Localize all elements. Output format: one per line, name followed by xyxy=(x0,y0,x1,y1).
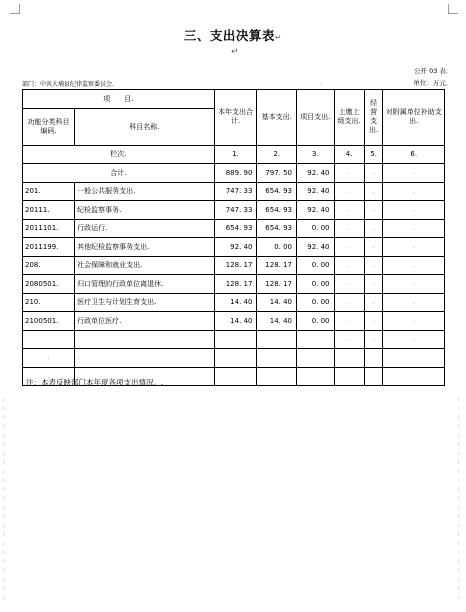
index-cell: 4. xyxy=(334,145,364,164)
row-basic xyxy=(257,330,297,349)
empty-cell: . xyxy=(383,293,445,312)
total-cell: 92. 40 xyxy=(297,164,335,183)
empty-cell xyxy=(214,367,257,386)
total-cell: 889. 90 xyxy=(214,164,257,183)
empty-cell xyxy=(257,349,297,368)
header-basic: 基本支出. xyxy=(257,90,297,146)
empty-cell: . xyxy=(364,293,383,312)
row-code: 201. xyxy=(23,182,75,201)
header-row xyxy=(23,90,445,109)
header-code: 功能分类科目编码. xyxy=(23,108,75,145)
table-row xyxy=(23,256,445,275)
empty-cell xyxy=(334,349,364,368)
table-row xyxy=(23,238,445,257)
empty-cell xyxy=(334,367,364,386)
empty-cell: . xyxy=(334,330,364,349)
empty-cell: . xyxy=(23,367,75,386)
empty-cell: . xyxy=(364,164,383,183)
empty-cell: . xyxy=(334,219,364,238)
row-project: 0. 00 xyxy=(297,312,335,331)
row-project: 92. 40 xyxy=(297,238,335,257)
row-code: 20111. xyxy=(23,201,75,220)
row-total: 747. 33 xyxy=(214,182,257,201)
total-cell: 797. 50 xyxy=(257,164,297,183)
row-name: 医疗卫生与计划生育支出. xyxy=(75,293,215,312)
header-remit: 上缴上级支出. xyxy=(334,90,364,146)
empty-cell xyxy=(257,367,297,386)
cell-mark: . xyxy=(320,79,322,86)
row-name: 其他纪检监察事务支出. xyxy=(75,238,215,257)
empty-cell: . xyxy=(383,182,445,201)
total-row xyxy=(23,164,445,183)
row-project: 0. 00 xyxy=(297,293,335,312)
footnote: 注：本表反映部门本年度各项支出情况。. xyxy=(26,378,164,387)
header-subsidy: 对附属单位补助支出. xyxy=(383,90,445,146)
row-total: 14. 40 xyxy=(214,312,257,331)
row-total xyxy=(214,330,257,349)
table-row xyxy=(23,293,445,312)
empty-cell: . xyxy=(364,219,383,238)
empty-cell xyxy=(383,349,445,368)
row-code: 210. xyxy=(23,293,75,312)
empty-cell: . xyxy=(383,219,445,238)
right-margin-marks: ⁞ ⁞ ⁞ ⁞ ⁞ ⁞ ⁞ ⁞ ⁞ ⁞ ⁞ ⁞ ⁞ ⁞ ⁞ ⁞ ⁞ ⁞ ⁞ ⁞ ⁞ ⁞ ⁞ xyxy=(458,397,460,601)
index-cell: 2. xyxy=(257,145,297,164)
row-total: 747. 33 xyxy=(214,201,257,220)
empty-cell xyxy=(297,349,335,368)
empty-cell: . xyxy=(364,238,383,257)
empty-cell: . xyxy=(334,293,364,312)
index-row xyxy=(23,145,445,164)
left-margin-marks: ⁞ ⁞ ⁞ ⁞ ⁞ ⁞ ⁞ ⁞ ⁞ ⁞ ⁞ ⁞ ⁞ ⁞ ⁞ ⁞ ⁞ ⁞ ⁞ ⁞ ⁞ ⁞ ⁞ xyxy=(3,397,5,601)
row-name: 行政单位医疗. xyxy=(75,312,215,331)
row-name xyxy=(75,330,215,349)
empty-cell: . xyxy=(364,201,383,220)
empty-cell: . xyxy=(364,256,383,275)
empty-cell: . xyxy=(75,367,215,386)
row-total: 128. 17 xyxy=(214,275,257,294)
row-basic: 128. 17 xyxy=(257,256,297,275)
table-row xyxy=(23,219,445,238)
row-name: 纪检监察事务. xyxy=(75,201,215,220)
header-operating: 经营支出. xyxy=(364,90,383,146)
page-title: 三、支出决算表↵ xyxy=(183,28,283,43)
paragraph-mark: ↵ xyxy=(231,47,239,57)
row-basic: 14. 40 xyxy=(257,293,297,312)
table-row xyxy=(23,312,445,331)
row-name: 社会保障和就业支出. xyxy=(75,256,215,275)
empty-cell: . xyxy=(383,312,445,331)
table-row xyxy=(23,182,445,201)
row-basic: 14. 40 xyxy=(257,312,297,331)
empty-cell xyxy=(383,367,445,386)
index-cell: 6. xyxy=(383,145,445,164)
empty-cell: . xyxy=(383,201,445,220)
empty-cell: . xyxy=(383,164,445,183)
empty-cell xyxy=(297,367,335,386)
header-name: 科目名称. xyxy=(75,108,215,145)
empty-cell: . xyxy=(334,312,364,331)
empty-cell: . xyxy=(23,349,75,368)
header-item: 项 目. xyxy=(23,90,215,109)
index-cell: 1. xyxy=(214,145,257,164)
row-total: 14. 40 xyxy=(214,293,257,312)
header-total: 本年支出合计. xyxy=(214,90,257,146)
table-row xyxy=(23,330,445,349)
empty-cell: . xyxy=(334,164,364,183)
index-cell: 3. xyxy=(297,145,335,164)
empty-cell: . xyxy=(334,256,364,275)
empty-cell: . xyxy=(364,312,383,331)
row-code: 2100501. xyxy=(23,312,75,331)
row-code xyxy=(23,330,75,349)
index-cell: 5. xyxy=(364,145,383,164)
row-project: 0. 00 xyxy=(297,256,335,275)
empty-cell: . xyxy=(334,201,364,220)
row-code: 208. xyxy=(23,256,75,275)
empty-row xyxy=(23,349,445,368)
empty-cell: . xyxy=(383,275,445,294)
margin-corner-mark xyxy=(10,4,20,14)
unit-label: 单位：万元. xyxy=(413,79,448,87)
total-label: 合计. xyxy=(23,164,215,183)
row-name: 归口管理的行政单位离退休. xyxy=(75,275,215,294)
empty-cell: . xyxy=(75,349,215,368)
row-basic: 0. 00 xyxy=(257,238,297,257)
row-total: 128. 17 xyxy=(214,256,257,275)
empty-cell: . xyxy=(334,182,364,201)
row-project: 92. 40 xyxy=(297,201,335,220)
empty-cell: . xyxy=(334,275,364,294)
margin-corner-mark xyxy=(448,4,458,14)
row-project: 92. 40 xyxy=(297,182,335,201)
table-row xyxy=(23,275,445,294)
row-total: 654. 93 xyxy=(214,219,257,238)
row-basic: 654. 93 xyxy=(257,182,297,201)
row-name: 行政运行. xyxy=(75,219,215,238)
expenditure-table xyxy=(22,89,445,386)
row-total: 92. 40 xyxy=(214,238,257,257)
form-number: 公开 03 表. xyxy=(414,67,448,75)
row-code: 2011101. xyxy=(23,219,75,238)
empty-cell: . xyxy=(334,238,364,257)
empty-cell xyxy=(214,349,257,368)
table-row xyxy=(23,201,445,220)
empty-cell: . xyxy=(383,256,445,275)
empty-cell: . xyxy=(364,330,383,349)
empty-cell: . xyxy=(364,275,383,294)
row-basic: 654. 93 xyxy=(257,201,297,220)
empty-cell: . xyxy=(383,238,445,257)
empty-cell: . xyxy=(383,330,445,349)
department-label: 部门：中共大埔县纪律监察委员会. xyxy=(22,81,114,88)
row-project xyxy=(297,330,335,349)
row-project: 0. 00 xyxy=(297,219,335,238)
row-basic: 654. 93 xyxy=(257,219,297,238)
empty-cell: . xyxy=(364,182,383,201)
row-basic: 128. 17 xyxy=(257,275,297,294)
row-code: 2080501. xyxy=(23,275,75,294)
row-name: 一般公共服务支出. xyxy=(75,182,215,201)
empty-cell xyxy=(364,367,383,386)
row-project: 0. 00 xyxy=(297,275,335,294)
empty-cell xyxy=(364,349,383,368)
index-label: 栏次. xyxy=(23,145,215,164)
row-code: 2011199. xyxy=(23,238,75,257)
header-project: 项目支出. xyxy=(297,90,335,146)
